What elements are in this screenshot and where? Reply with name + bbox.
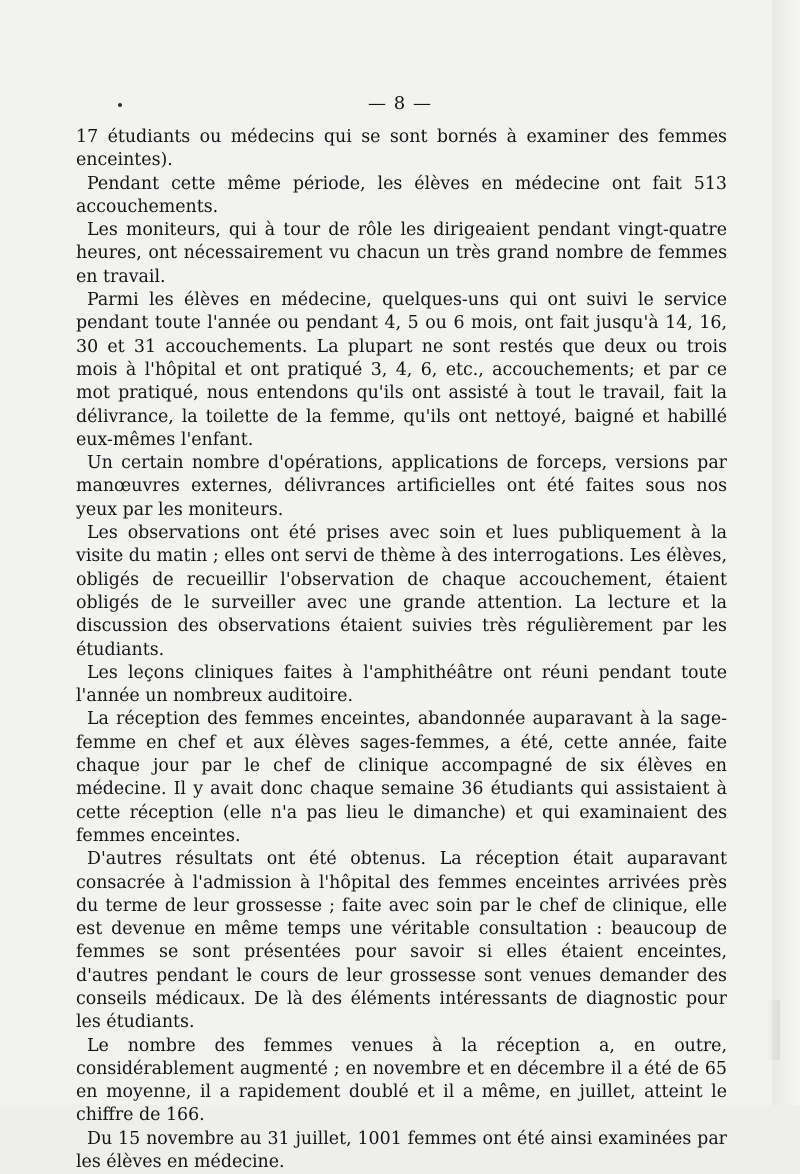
page-edge-shadow <box>772 0 800 1105</box>
paragraph-9: D'autres résultats ont été obtenus. La réception était auparavant consacrée à l'admission à l'hôpital des femmes enceintes arrivées près du terme de leur grossesse ; faite avec soin par le chef de clinique, elle est devenue en même temps une véritable consultation : beaucoup de femmes se sont présentées pour savoir si elles étaient enceintes, d'autres pendant le cours de leur grossesse sont venues demander des conseils médicaux. De là des éléments intéressants de diagnostic pour les étudiants. <box>76 849 727 1033</box>
paragraph-11: Du 15 novembre au 31 juillet, 1001 femmes ont été ainsi examinées par les élèves en médecine. <box>76 1128 727 1173</box>
paragraph-6: Les observations ont été prises avec soin et lues publiquement à la visite du matin ; elles ont servi de thème à des interrogations. Les élèves, obligés de recueillir l'observation de chaque accouchement, étaient obligés de le surveiller avec une grande attention. La lecture et la discussion des observations étaient suivies très régulièrement par les étudiants. <box>76 523 727 660</box>
paragraph-4: Parmi les élèves en médecine, quelques-uns qui ont suivi le service pendant toute l'année ou pendant 4, 5 ou 6 mois, ont fait jusqu'à 14, 16, 30 et 31 accouchements. La plupart ne sont restés que deux ou trois mois à l'hôpital et ont pratiqué 3, 4, 6, etc., accouchements; et par ce mot pratiqué, nous entendons qu'ils ont assisté à tout le travail, fait la délivrance, la toilette de la femme, qu'ils ont nettoyé, baigné et habillé eux-mêmes l'enfant. <box>76 290 727 450</box>
page-number: — 8 — <box>368 93 432 114</box>
paragraph-8: La réception des femmes enceintes, abandonnée auparavant à la sage-femme en chef et aux élèves sages-femmes, a été, cette année, faite chaque jour par le chef de clinique accompagné de six élèves en médecine. Il y avait donc chaque semaine 36 étudiants qui assistaient à cette réception (elle n'a pas lieu le dimanche) et qui examinaient des femmes enceintes. <box>76 709 727 846</box>
paragraph-3: Les moniteurs, qui à tour de rôle les dirigeaient pendant vingt-quatre heures, ont nécessairement vu chacun un très grand nombre de femmes en travail. <box>76 220 727 287</box>
paragraph-1: 17 étudiants ou médecins qui se sont bornés à examiner des femmes enceintes). <box>76 127 727 171</box>
page-body <box>76 126 727 1174</box>
paragraph-2: Pendant cette même période, les élèves en médecine ont fait 513 accouchements. <box>76 173 727 217</box>
paragraph-5: Un certain nombre d'opérations, applications de forceps, versions par manœuvres externes, délivrances artificielles ont été faites sous nos yeux par les moniteurs. <box>76 453 727 520</box>
scan-shadow <box>766 1000 780 1060</box>
paragraph-7: Les leçons cliniques faites à l'amphithéâtre ont réuni pendant toute l'année un nombreux auditoire. <box>76 662 727 707</box>
paragraph-10: Le nombre des femmes venues à la réception a, en outre, considérablement augmenté ; en novembre et en décembre il a été de 65 en moyenne, il a rapidement doublé et il a même, en juillet, atteint le chiffre de 166. <box>76 1035 727 1126</box>
